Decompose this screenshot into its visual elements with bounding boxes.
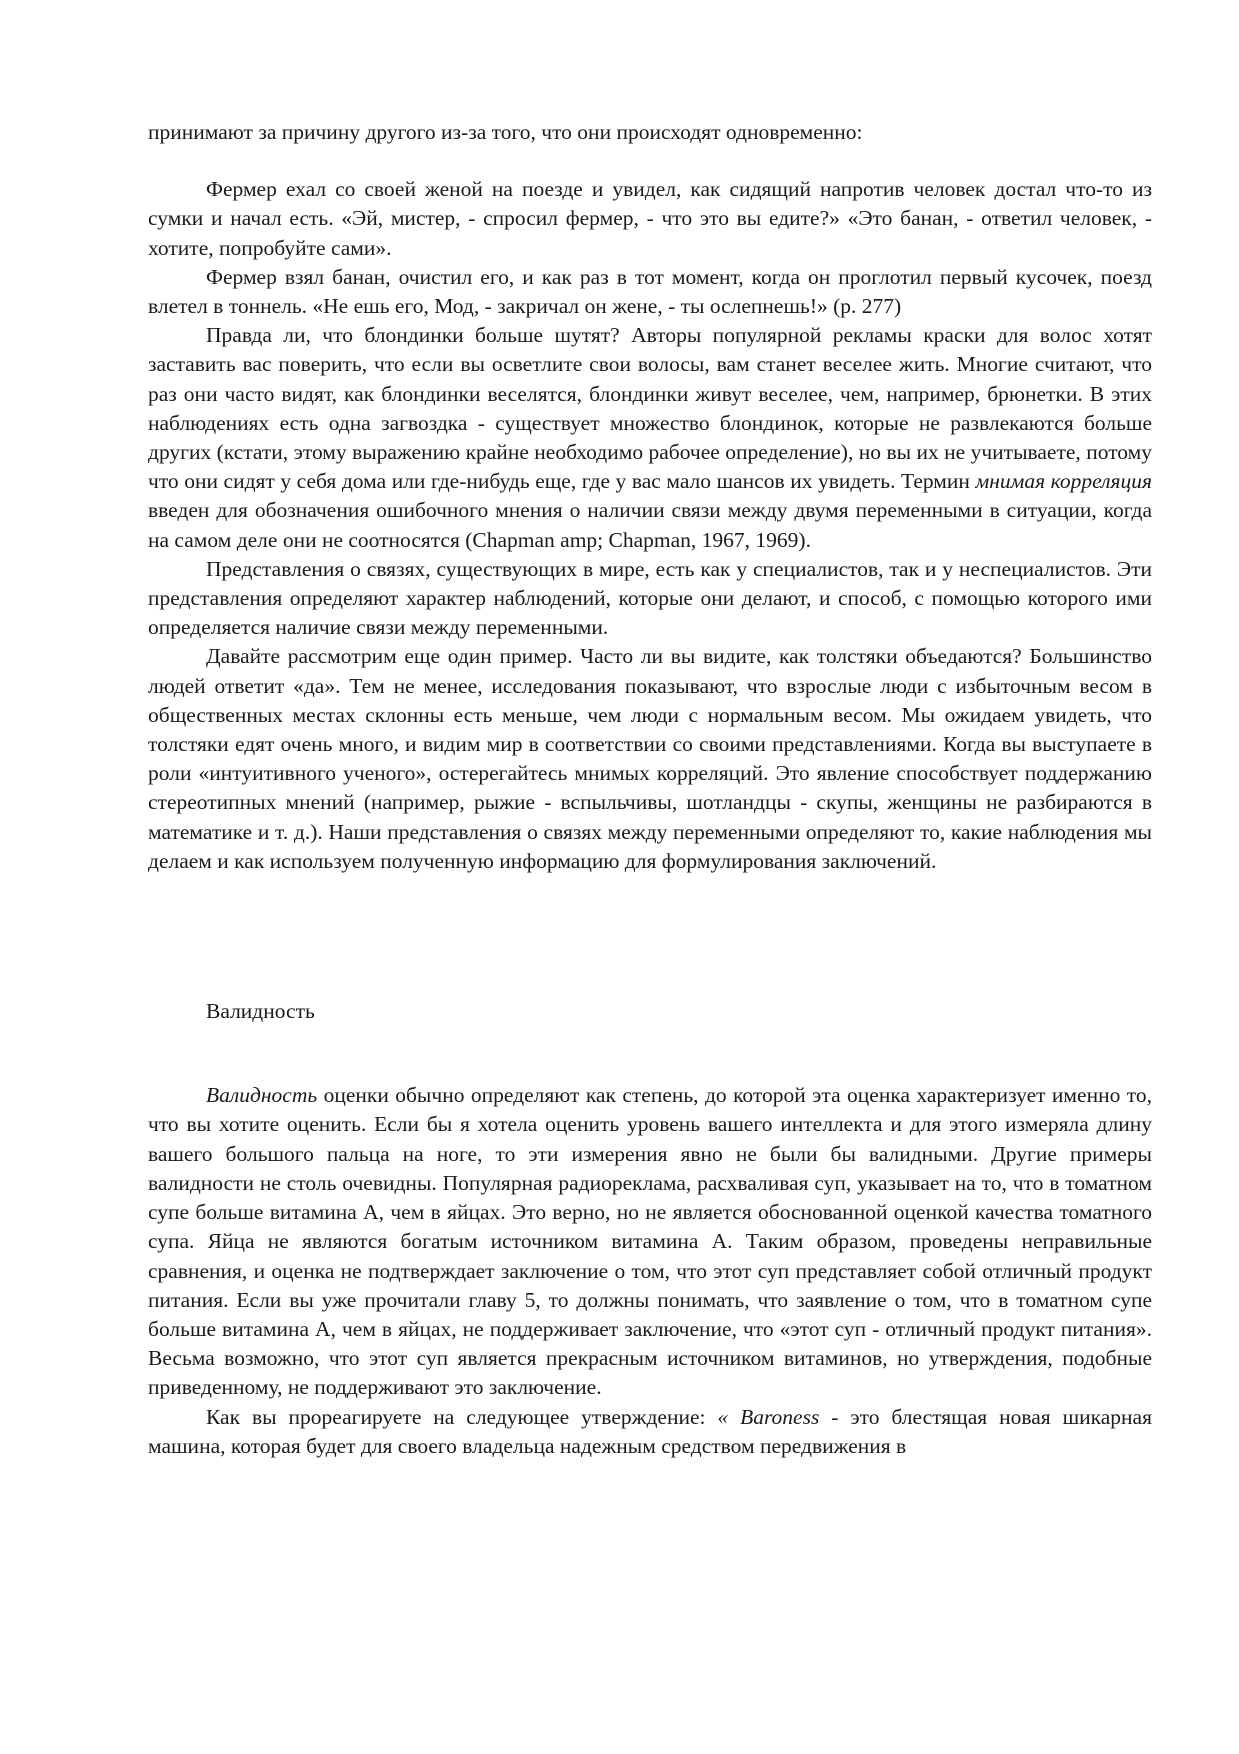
- term-validity: Валидность: [206, 1083, 318, 1108]
- paragraph-farmer-story-2: Фермер взял банан, очистил его, и как раз в тот момент, когда он проглотил первый кусочек, поезд влетел в тоннель. «Не ешь его, Мод, - закричал он жене, - ты ослепнешь!» (р. 277): [148, 264, 1152, 319]
- paragraph-validity-text: оценки обычно определяют как степень, до которой эта оценка характеризует именно то, что вы хотите оценить. Если бы я хотела оценить уровень вашего интеллекта и для этого измеряла длину вашего большого пальца на ноге, то эти измерения явно не были бы валидными. Другие примеры валидности не столь очевидны. Популярная радиореклама, расхваливая суп, указывает на то, что в томатном супе больше витамина А, чем в яйцах. Это верно, но не является обоснованной оценкой качества томатного супа. Яйца не являются богатым источником витамина А. Таким образом, проведены неправильные сравнения, и оценка не подтверждает заключение о том, что этот суп представляет собой отличный продукт питания. Если вы уже прочитали главу 5, то должны понимать, что заявление о том, что в томатном супе больше витамина А, чем в яйцах, не поддерживает заключение, что «этот суп - отличный продукт питания». Весьма возможно, что этот суп является прекрасным источником витаминов, но утверждения, подобные приведенному, не поддерживают это заключение.: [148, 1083, 1152, 1400]
- paragraph-intro: принимают за причину другого из-за того, что они происходят одновременно:: [148, 120, 863, 144]
- paragraph-validity-definition: [148, 1081, 1152, 1402]
- paragraph-overweight-example: Давайте рассмотрим еще один пример. Часто ли вы видите, как толстяки объедаются? Большинство людей ответит «да». Тем не менее, исследования показывают, что взрослые люди с избыточным весом в общественных местах склонны есть меньше, чем люди с нормальным весом. Мы ожидаем увидеть, что толстяки едят очень много, и видим мир в соответствии со своими представлениями. Когда вы выступаете в роли «интуитивного ученого», остерегайтесь мнимых корреляций. Это явление способствует поддержанию стереотипных мнений (например, рыжие - вспыльчивы, шотландцы - скупы, женщины не разбираются в математике и т. д.). Наши представления о связях между переменными определяют то, какие наблюдения мы делаем и как используем полученную информацию для формулирования заключений.: [148, 644, 1152, 873]
- paragraph-blondes-text-before: Правда ли, что блондинки больше шутят? Авторы популярной рекламы краски для волос хотят заставить вас поверить, что если вы осветлите свои волосы, вам станет веселее жить. Многие считают, что раз они часто видят, как блондинки веселятся, блондинки живут веселее, чем, например, брюнетки. В этих наблюдениях есть одна загвоздка - существует множество блондинок, которые не развлекаются больше других (кстати, этому выражению крайне необходимо рабочее определение), но вы их не учитываете, потому что они сидят у себя дома или где-нибудь еще, где у вас мало шансов их увидеть. Термин: [148, 323, 1152, 494]
- paragraph-farmer-story-1: Фермер ехал со своей женой на поезде и увидел, как сидящий напротив человек достал что-то из сумки и начал есть. «Эй, мистер, - спросил фермер, - что это вы едите?» «Это банан, - ответил человек, - хотите, попробуйте сами».: [148, 177, 1152, 260]
- term-baroness: « Baroness: [717, 1404, 832, 1429]
- document-page: [148, 118, 1152, 1461]
- paragraph-beliefs: Представления о связях, существующих в мире, есть как у специалистов, так и у неспециалистов. Эти представления определяют характер наблюдений, которые они делают, и способ, с помощью которого ими определяется наличие связи между переменными.: [148, 556, 1152, 640]
- paragraph-baroness-text-before: Как вы прореагируете на следующее утверждение:: [206, 1404, 718, 1429]
- section-heading-validity: Валидность: [206, 999, 315, 1024]
- paragraph-baroness-text-after: - это блестящая новая шикарная машина, которая будет для своего владельца надежным средством передвижения в: [148, 1404, 1152, 1458]
- term-illusory-correlation: мнимая корреляция: [975, 469, 1152, 494]
- paragraph-blondes-text-after: введен для обозначения ошибочного мнения о наличии связи между двумя переменными в ситуации, когда на самом деле они не соотносятся (Chapman amp; Chapman, 1967, 1969).: [148, 498, 1152, 552]
- paragraph-baroness: [148, 1403, 1152, 1461]
- paragraph-blondes: [148, 321, 1152, 555]
